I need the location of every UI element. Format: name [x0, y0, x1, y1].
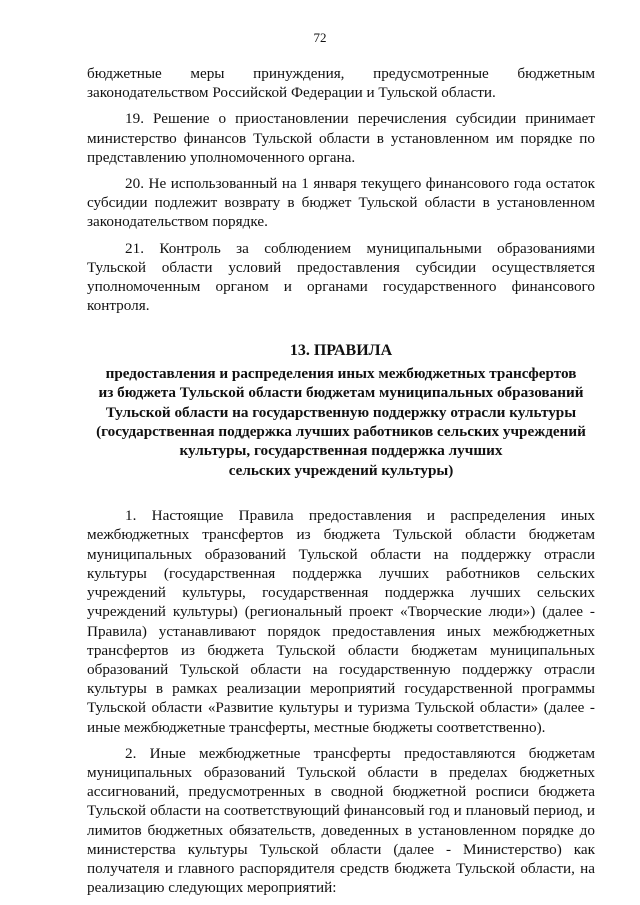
section-subtitle-line: предоставления и распределения иных межбюджетных трансфертов — [105, 364, 577, 382]
rules-paragraph-2: 2. Иные межбюджетные трансферты предоставляются бюджетам муниципальных образований Тульской области в пределах бюджетных ассигнований, предусмотренных в сводной бюджетной росписи бюджета Тульской области на соответствующий финансовый год и плановый период, и лимитов бюджетных обязательств, доведенных в установленном порядке до министерства культуры Тульской области (далее - Министерство) как получателя и главного распорядителя средств бюджета Тульской области, на реализацию следующих мероприятий: — [87, 744, 595, 897]
rules-paragraph-1: 1. Настоящие Правила предоставления и распределения иных межбюджетных трансфертов из бюджета Тульской области бюджетам муниципальных образований Тульской области на поддержку отрасли культуры (государственная поддержка лучших работников сельских учреждений культуры, государственная поддержка лучших сельских учреждений культуры) (региональный проект «Творческие люди») (далее - Правила) устанавливают порядок предоставления иных межбюджетных трансфертов из бюджета Тульской области бюджетам муниципальных образований Тульской области на государственную поддержку отрасли культуры в рамках реализации мероприятий государственной программы Тульской области «Развитие культуры и туризма Тульской области» (далее - иные межбюджетные трансферты, местные бюджеты соответственно). — [87, 507, 595, 736]
paragraph-continuation: бюджетные меры принуждения, предусмотренные бюджетным законодательством Российской Федерации и Тульской области. — [87, 65, 595, 102]
section-title: 13. ПРАВИЛА — [289, 342, 393, 360]
paragraph-20: 20. Не использованный на 1 января текущего финансового года остаток субсидии подлежит возврату в бюджет Тульской области в установленном законодательством порядке. — [87, 175, 595, 231]
section-subtitle-line: Тульской области на государственную поддержку отрасли культуры — [105, 403, 577, 421]
paragraph-19: 19. Решение о приостановлении перечисления субсидии принимает министерство финансов Тульской области в установленном им порядке по представлению уполномоченного органа. — [87, 110, 595, 166]
section-subtitle-line: сельских учреждений культуры) — [228, 461, 454, 479]
section-heading — [87, 341, 595, 480]
section-subtitle-line: (государственная поддержка лучших работников сельских учреждений — [96, 423, 586, 441]
section-subtitle-line: культуры, государственная поддержка лучших — [179, 442, 503, 460]
page-content — [87, 64, 595, 897]
section-subtitle-line: из бюджета Тульской области бюджетам муниципальных образований — [98, 384, 584, 402]
paragraph-21: 21. Контроль за соблюдением муниципальными образованиями Тульской области условий предоставления субсидии осуществляется уполномоченным органом и органами государственного финансового контроля. — [87, 239, 595, 315]
page-number: 72 — [313, 30, 327, 45]
